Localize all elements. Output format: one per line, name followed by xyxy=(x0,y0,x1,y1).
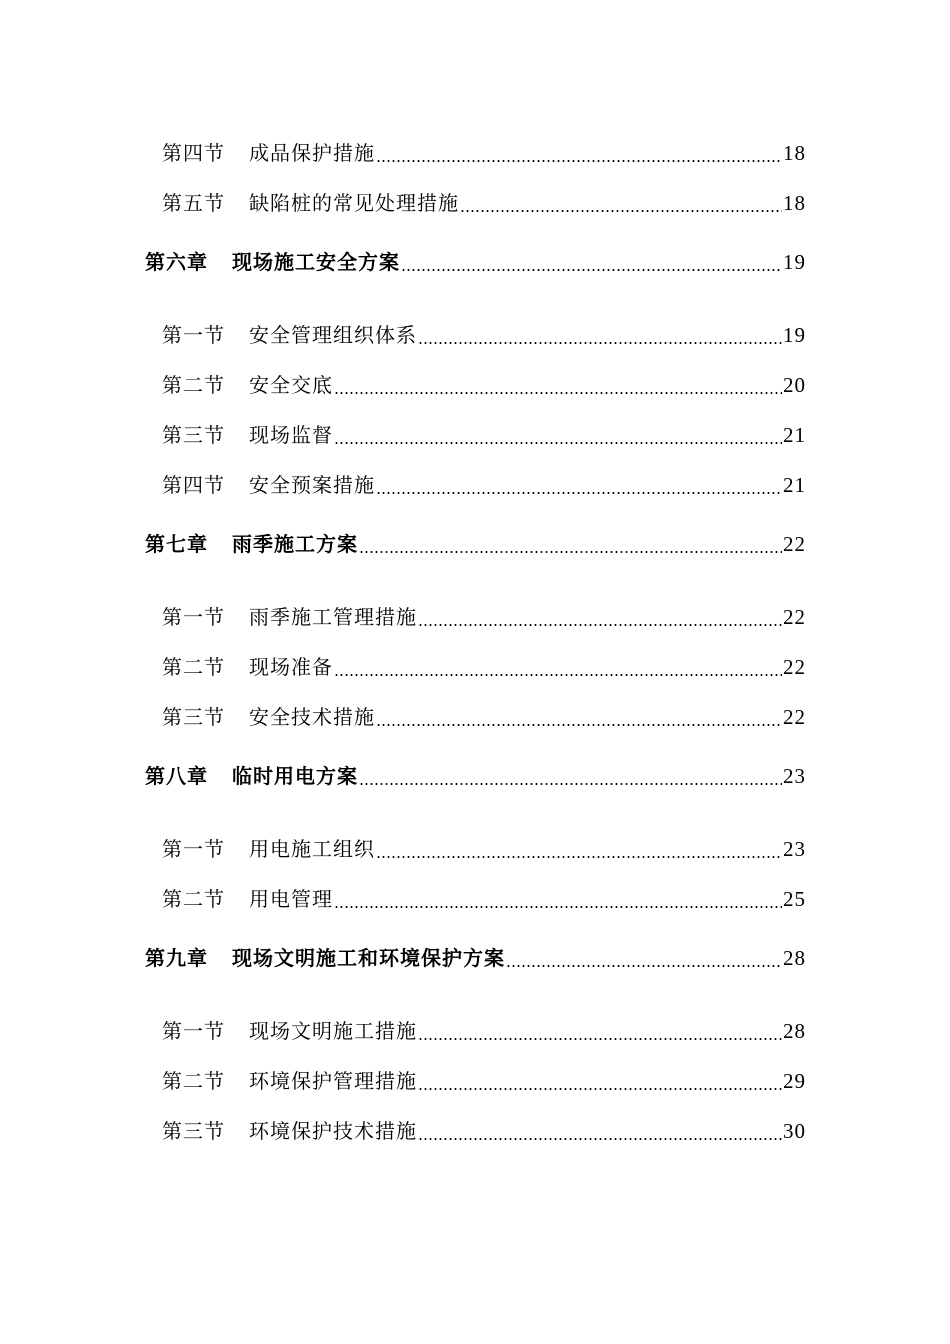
entry-title: 雨季施工方案 xyxy=(232,532,358,556)
dot-leader xyxy=(401,248,782,272)
page-number: 23 xyxy=(783,764,806,788)
page-number: 19 xyxy=(783,250,806,274)
toc-entry-chapter[interactable] xyxy=(0,939,950,971)
section-number: 第三节 xyxy=(162,1119,225,1143)
section-number: 第一节 xyxy=(162,1019,225,1043)
page-number: 28 xyxy=(783,946,806,970)
toc-entry-section[interactable] xyxy=(0,184,950,216)
toc-entry-chapter[interactable] xyxy=(0,757,950,789)
dot-leader xyxy=(376,703,782,727)
dot-leader xyxy=(376,471,782,495)
entry-title: 环境保护技术措施 xyxy=(249,1119,417,1143)
dot-leader xyxy=(376,835,782,859)
section-number: 第二节 xyxy=(162,373,225,397)
section-number: 第四节 xyxy=(162,141,225,165)
dot-leader xyxy=(418,1067,782,1091)
dot-leader xyxy=(418,1017,782,1041)
page-number: 21 xyxy=(783,423,806,447)
section-number: 第一节 xyxy=(162,837,225,861)
page-number: 18 xyxy=(783,141,806,165)
toc-entry-section[interactable] xyxy=(0,880,950,912)
toc-entry-section[interactable] xyxy=(0,366,950,398)
page-number: 25 xyxy=(783,887,806,911)
page-number: 20 xyxy=(783,373,806,397)
dot-leader xyxy=(418,603,782,627)
toc-entry-section[interactable] xyxy=(0,1112,950,1144)
toc-entry-section[interactable] xyxy=(0,1012,950,1044)
page-number: 30 xyxy=(783,1119,806,1143)
section-number: 第二节 xyxy=(162,887,225,911)
section-number: 第五节 xyxy=(162,191,225,215)
chapter-number: 第九章 xyxy=(145,946,208,970)
entry-title: 安全交底 xyxy=(249,373,333,397)
toc-entry-chapter[interactable] xyxy=(0,525,950,557)
section-number: 第一节 xyxy=(162,323,225,347)
dot-leader xyxy=(334,653,782,677)
page-number: 21 xyxy=(783,473,806,497)
toc-entry-section[interactable] xyxy=(0,830,950,862)
toc-entry-section[interactable] xyxy=(0,1062,950,1094)
chapter-number: 第八章 xyxy=(145,764,208,788)
dot-leader xyxy=(359,530,782,554)
entry-title: 现场准备 xyxy=(249,655,333,679)
toc-entry-section[interactable] xyxy=(0,134,950,166)
toc-entry-section[interactable] xyxy=(0,648,950,680)
toc-entry-chapter[interactable] xyxy=(0,243,950,275)
entry-title: 用电管理 xyxy=(249,887,333,911)
page-number: 19 xyxy=(783,323,806,347)
dot-leader xyxy=(460,189,782,213)
page-number: 23 xyxy=(783,837,806,861)
page-number: 22 xyxy=(783,532,806,556)
entry-title: 环境保护管理措施 xyxy=(249,1069,417,1093)
page-number: 22 xyxy=(783,655,806,679)
toc-entry-section[interactable] xyxy=(0,698,950,730)
entry-title: 缺陷桩的常见处理措施 xyxy=(249,191,459,215)
dot-leader xyxy=(334,371,782,395)
entry-title: 现场施工安全方案 xyxy=(232,250,400,274)
entry-title: 安全管理组织体系 xyxy=(249,323,417,347)
dot-leader xyxy=(418,321,782,345)
section-number: 第三节 xyxy=(162,423,225,447)
chapter-number: 第七章 xyxy=(145,532,208,556)
page-number: 18 xyxy=(783,191,806,215)
page-number: 22 xyxy=(783,605,806,629)
toc-entry-section[interactable] xyxy=(0,598,950,630)
section-number: 第二节 xyxy=(162,1069,225,1093)
entry-title: 现场文明施工和环境保护方案 xyxy=(232,946,505,970)
dot-leader xyxy=(359,762,782,786)
chapter-number: 第六章 xyxy=(145,250,208,274)
page-number: 29 xyxy=(783,1069,806,1093)
toc-entry-section[interactable] xyxy=(0,466,950,498)
toc-entry-section[interactable] xyxy=(0,316,950,348)
section-number: 第二节 xyxy=(162,655,225,679)
dot-leader xyxy=(506,944,782,968)
entry-title: 雨季施工管理措施 xyxy=(249,605,417,629)
entry-title: 临时用电方案 xyxy=(232,764,358,788)
dot-leader xyxy=(334,421,782,445)
section-number: 第三节 xyxy=(162,705,225,729)
entry-title: 安全预案措施 xyxy=(249,473,375,497)
page-number: 22 xyxy=(783,705,806,729)
entry-title: 成品保护措施 xyxy=(249,141,375,165)
toc-entry-section[interactable] xyxy=(0,416,950,448)
section-number: 第四节 xyxy=(162,473,225,497)
entry-title: 现场监督 xyxy=(249,423,333,447)
dot-leader xyxy=(376,139,782,163)
entry-title: 现场文明施工措施 xyxy=(249,1019,417,1043)
entry-title: 安全技术措施 xyxy=(249,705,375,729)
page-number: 28 xyxy=(783,1019,806,1043)
dot-leader xyxy=(334,885,782,909)
section-number: 第一节 xyxy=(162,605,225,629)
dot-leader xyxy=(418,1117,782,1141)
entry-title: 用电施工组织 xyxy=(249,837,375,861)
